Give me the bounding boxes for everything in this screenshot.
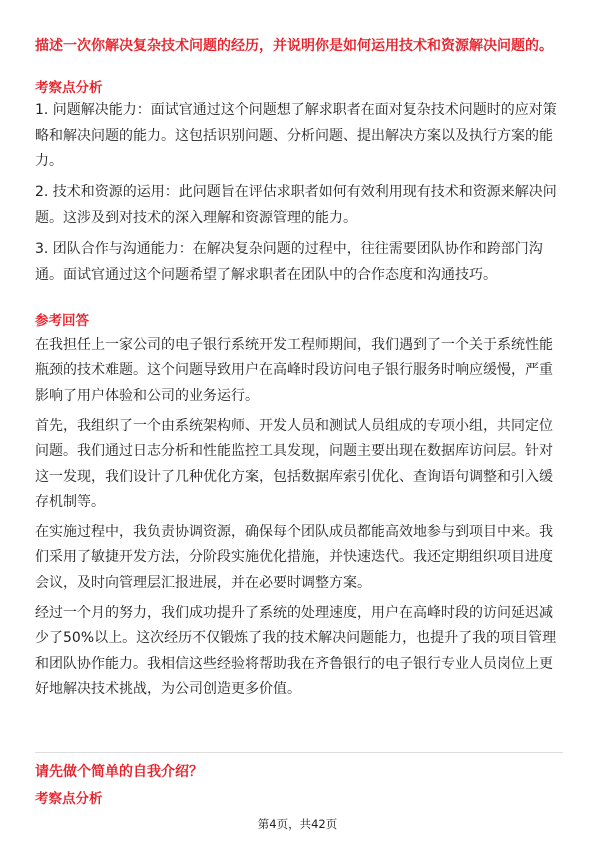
question-heading-2: 请先做个简单的自我介绍？ xyxy=(35,764,203,780)
page-footer: 第4页，共42页 xyxy=(257,817,338,831)
section-divider xyxy=(35,752,563,753)
analysis-item: 3. 团队合作与沟通能力：在解决复杂问题的过程中，往往需要团队协作和跨部门沟通。面试官通过这个问题希望了解求职者在团队中的合作态度和沟通技巧。 xyxy=(35,240,543,283)
question-heading: 描述一次你解决复杂技术问题的经历，并说明你是如何运用技术和资源解决问题的。 xyxy=(35,38,553,54)
reference-paragraph: 在我担任上一家公司的电子银行系统开发工程师期间，我们遇到了一个关于系统性能瓶颈的技术难题。这个问题导致用户在高峰时段访问电子银行服务时响应缓慢，严重影响了用户体验和公司的业务运行。 xyxy=(35,337,553,404)
analysis-heading: 考察点分析 xyxy=(35,80,103,96)
reference-paragraph: 在实施过程中，我负责协调资源，确保每个团队成员都能高效地参与到项目中来。我们采用了敏捷开发方法，分阶段实施优化措施，并快速迭代。我还定期组织项目进度会议，及时向管理层汇报进展，并在必要时调整方案。 xyxy=(35,524,553,591)
analysis-item: 2. 技术和资源的运用：此问题旨在评估求职者如何有效利用现有技术和资源来解决问题。这涉及到对技术的深入理解和资源管理的能力。 xyxy=(35,184,557,226)
analysis-item: 1. 问题解决能力：面试官通过这个问题想了解求职者在面对复杂技术问题时的应对策略和解决问题的能力。这包括识别问题、分析问题、提出解决方案以及执行方案的能力。 xyxy=(35,102,557,170)
analysis-list xyxy=(35,98,563,294)
reference-paragraph: 首先，我组织了一个由系统架构师、开发人员和测试人员组成的专项小组，共同定位问题。我们通过日志分析和性能监控工具发现，问题主要出现在数据库访问层。针对这一发现，我们设计了几种优化方案，包括数据库索引优化、查询语句调整和引入缓存机制等。 xyxy=(35,417,553,511)
reference-answer xyxy=(35,333,563,707)
reference-heading: 参考回答 xyxy=(35,313,89,329)
analysis-heading-2: 考察点分析 xyxy=(35,791,103,807)
reference-paragraph: 经过一个月的努力，我们成功提升了系统的处理速度，用户在高峰时段的访问延迟减少了50%以上。这次经历不仅锻炼了我的技术解决问题能力，也提升了我的项目管理和团队协作能力。我相信这些经验将帮助我在齐鲁银行的电子银行专业人员岗位上更好地解决技术挑战，为公司创造更多价值。 xyxy=(35,604,557,698)
